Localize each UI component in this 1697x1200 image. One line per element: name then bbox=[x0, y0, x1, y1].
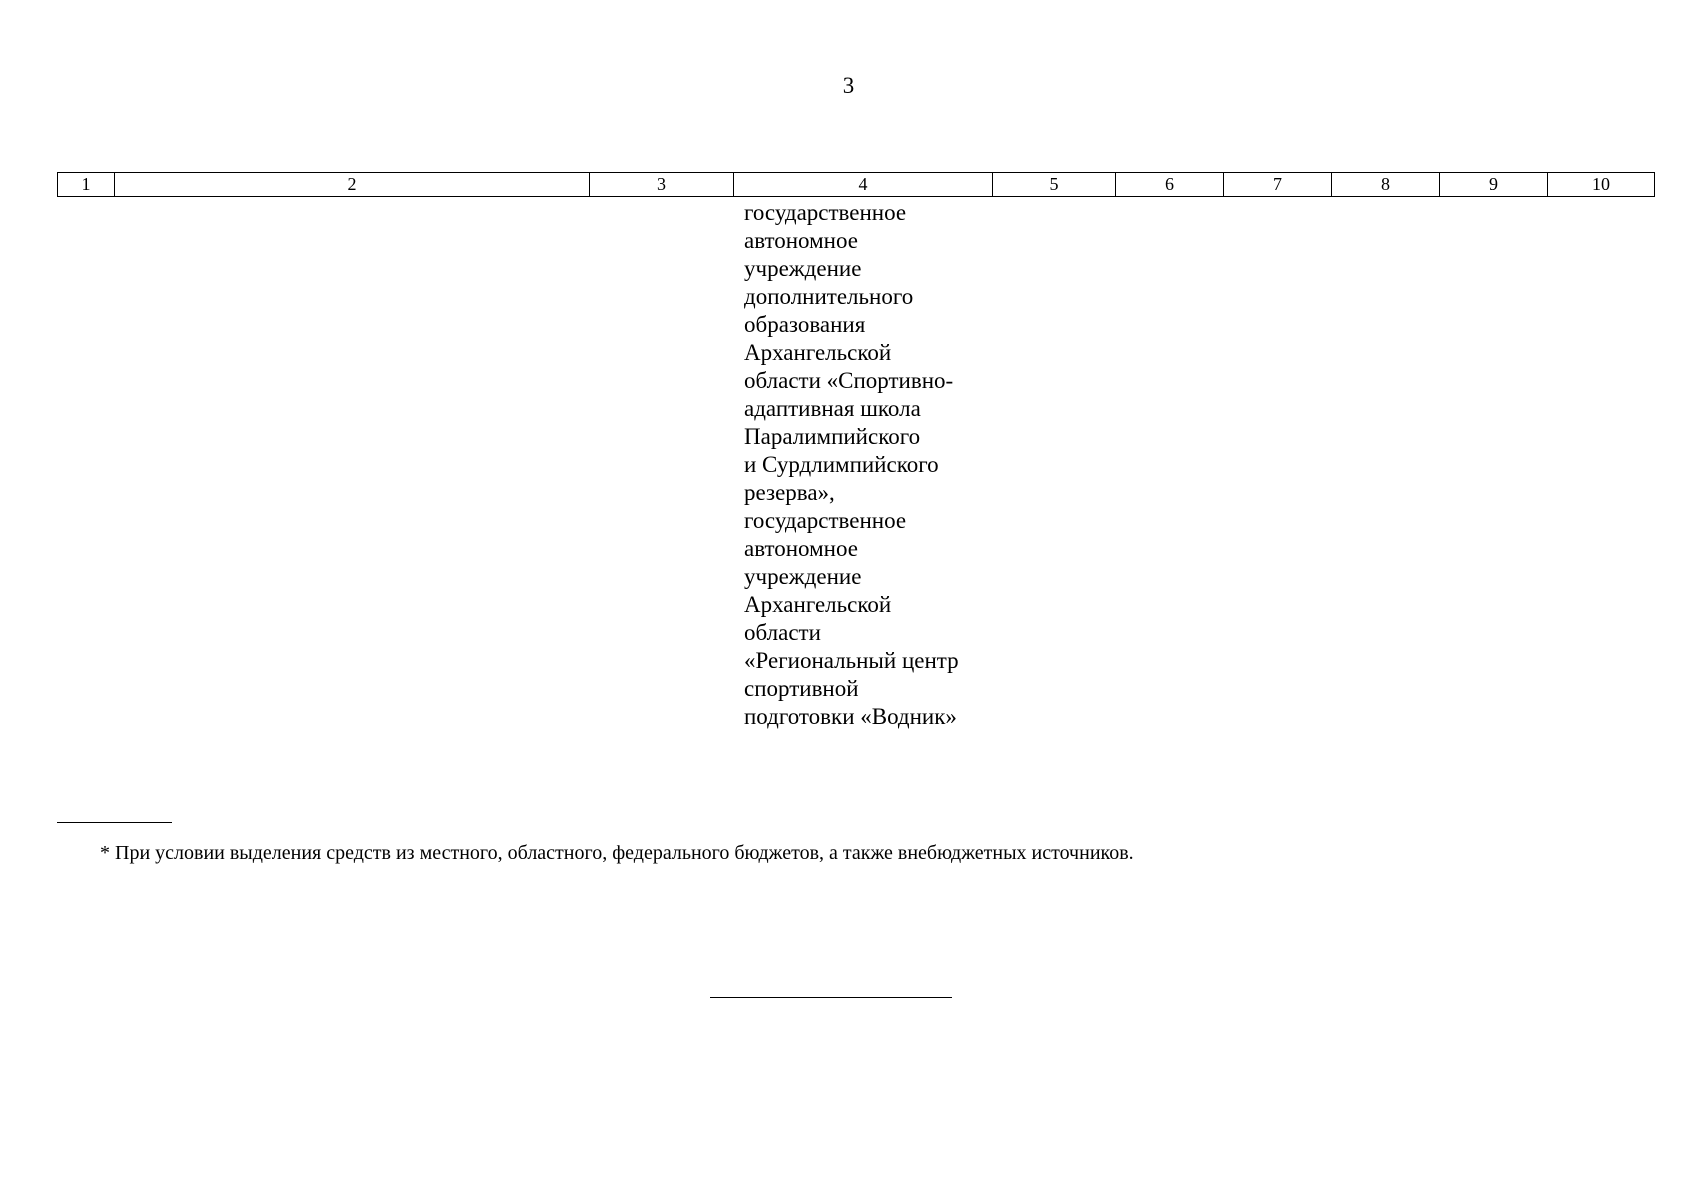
page-number: 3 bbox=[842, 73, 855, 98]
text-line: автономное bbox=[744, 228, 858, 253]
text-line: подготовки «Водник» bbox=[744, 704, 957, 729]
column-4-continuation-text bbox=[744, 199, 1004, 731]
column-number-7: 7 bbox=[1224, 173, 1332, 197]
text-line: государственное bbox=[744, 508, 907, 533]
text-line: и Сурдлимпийского bbox=[744, 452, 939, 477]
text-line: области bbox=[744, 620, 821, 645]
text-line: дополнительного bbox=[744, 284, 914, 309]
text-line: области «Спортивно- bbox=[744, 368, 954, 393]
column-number-3: 3 bbox=[590, 173, 734, 197]
text-line: учреждение bbox=[744, 256, 862, 281]
text-line: «Региональный центр bbox=[744, 648, 959, 673]
text-line: адаптивная школа bbox=[744, 396, 921, 421]
footnote-separator bbox=[57, 822, 172, 823]
column-number-1: 1 bbox=[58, 173, 115, 197]
column-number-6: 6 bbox=[1116, 173, 1224, 197]
column-number-4: 4 bbox=[734, 173, 993, 197]
text-line: Архангельской bbox=[744, 340, 892, 365]
column-number-8: 8 bbox=[1332, 173, 1440, 197]
column-number-header-table bbox=[57, 172, 1655, 197]
text-line: резерва», bbox=[744, 480, 835, 505]
column-number-2: 2 bbox=[115, 173, 590, 197]
text-line: государственное bbox=[744, 200, 907, 225]
column-number-5: 5 bbox=[993, 173, 1116, 197]
column-number-10: 10 bbox=[1548, 173, 1655, 197]
text-line: образования bbox=[744, 312, 866, 337]
text-line: учреждение bbox=[744, 564, 862, 589]
text-line: Архангельской bbox=[744, 592, 892, 617]
text-line: Паралимпийского bbox=[744, 424, 921, 449]
text-line: автономное bbox=[744, 536, 858, 561]
column-number-row bbox=[58, 173, 1655, 197]
end-of-document-line bbox=[710, 997, 952, 998]
footnote-text: * При условии выделения средств из местного, областного, федерального бюджетов, а также внебюджетных источников. bbox=[100, 842, 1134, 864]
text-line: спортивной bbox=[744, 676, 859, 701]
column-number-9: 9 bbox=[1440, 173, 1548, 197]
